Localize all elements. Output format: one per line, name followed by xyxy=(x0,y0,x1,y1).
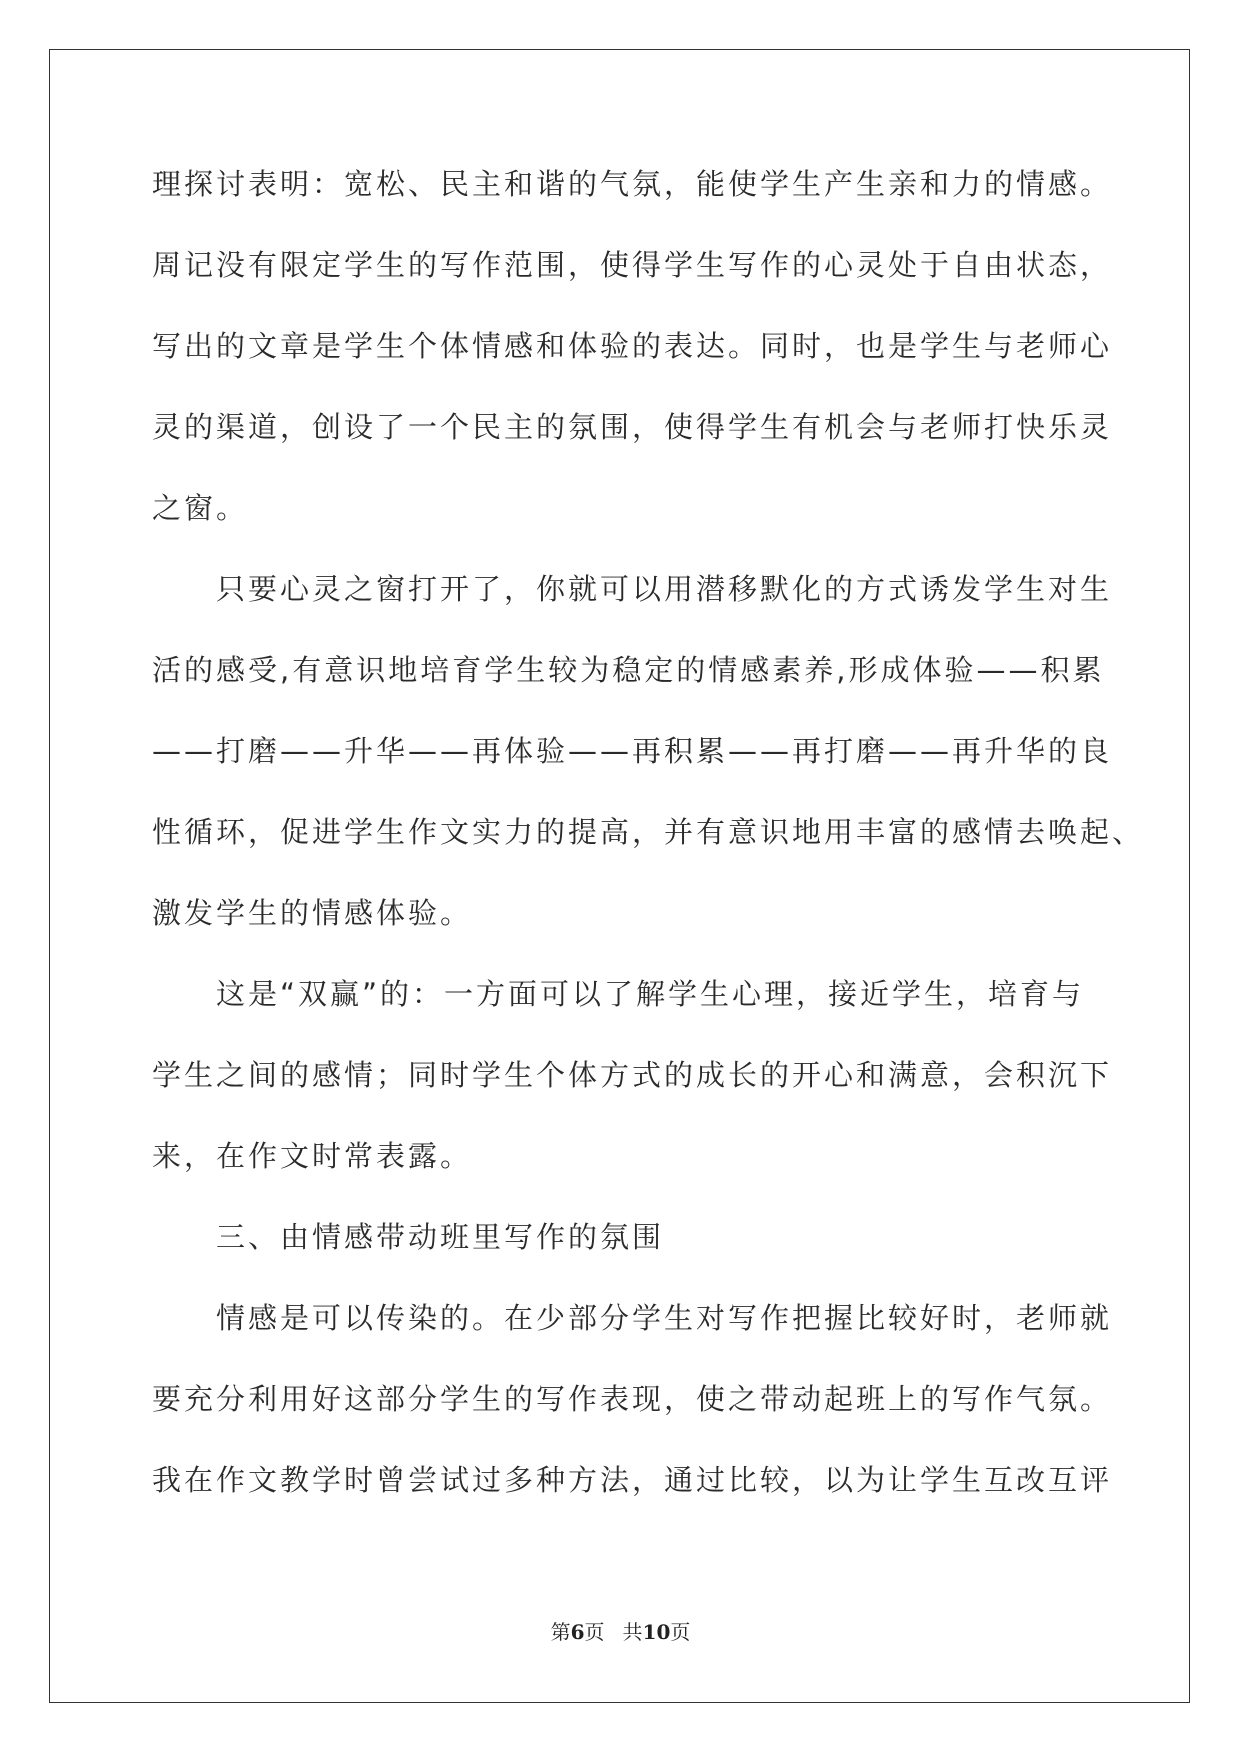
text-line-8: ——打磨——升华——再体验——再积累——再打磨——再升华的良 xyxy=(152,734,1113,768)
text-line-7: 活的感受,有意识地培育学生较为稳定的情感素养,形成体验——积累 xyxy=(152,653,1105,687)
page-number: 6 xyxy=(570,1620,585,1644)
total-pages: 10 xyxy=(642,1620,671,1644)
text-line-5: 之窗。 xyxy=(152,491,249,525)
section-heading: 三、由情感带动班里写作的氛围 xyxy=(152,1220,665,1254)
text-line-13: 来，在作文时常表露。 xyxy=(152,1139,473,1173)
text-line-9: 性循环，促进学生作文实力的提高，并有意识地用丰富的感情去唤起、 xyxy=(152,815,1145,849)
text-line-15: 情感是可以传染的。在少部分学生对写作把握比较好时，老师就 xyxy=(152,1301,1113,1335)
page-prefix: 第 xyxy=(550,1620,571,1644)
text-line-12: 学生之间的感情；同时学生个体方式的成长的开心和满意，会积沉下 xyxy=(152,1058,1113,1092)
text-line-17: 我在作文教学时曾尝试过多种方法，通过比较，以为让学生互改互评 xyxy=(152,1463,1113,1497)
text-line-4: 灵的渠道，创设了一个民主的氛围，使得学生有机会与老师打快乐灵 xyxy=(152,410,1113,444)
text-line-1: 理探讨表明：宽松、民主和谐的气氛，能使学生产生亲和力的情感。 xyxy=(152,167,1113,201)
page-footer xyxy=(0,1616,1241,1645)
text-line-16: 要充分利用好这部分学生的写作表现，使之带动起班上的写作气氛。 xyxy=(152,1382,1113,1416)
page-suffix: 页 xyxy=(584,1620,605,1644)
text-line-10: 激发学生的情感体验。 xyxy=(152,896,473,930)
document-body xyxy=(152,155,1145,1532)
total-suffix: 页 xyxy=(670,1620,691,1644)
text-line-3: 写出的文章是学生个体情感和体验的表达。同时，也是学生与老师心 xyxy=(152,329,1113,363)
text-line-2: 周记没有限定学生的写作范围，使得学生写作的心灵处于自由状态， xyxy=(152,248,1113,282)
text-line-6: 只要心灵之窗打开了，你就可以用潜移默化的方式诱发学生对生 xyxy=(152,572,1113,606)
total-prefix: 共 xyxy=(622,1620,643,1644)
text-line-11: 这是“双赢”的：一方面可以了解学生心理，接近学生，培育与 xyxy=(152,977,1085,1011)
